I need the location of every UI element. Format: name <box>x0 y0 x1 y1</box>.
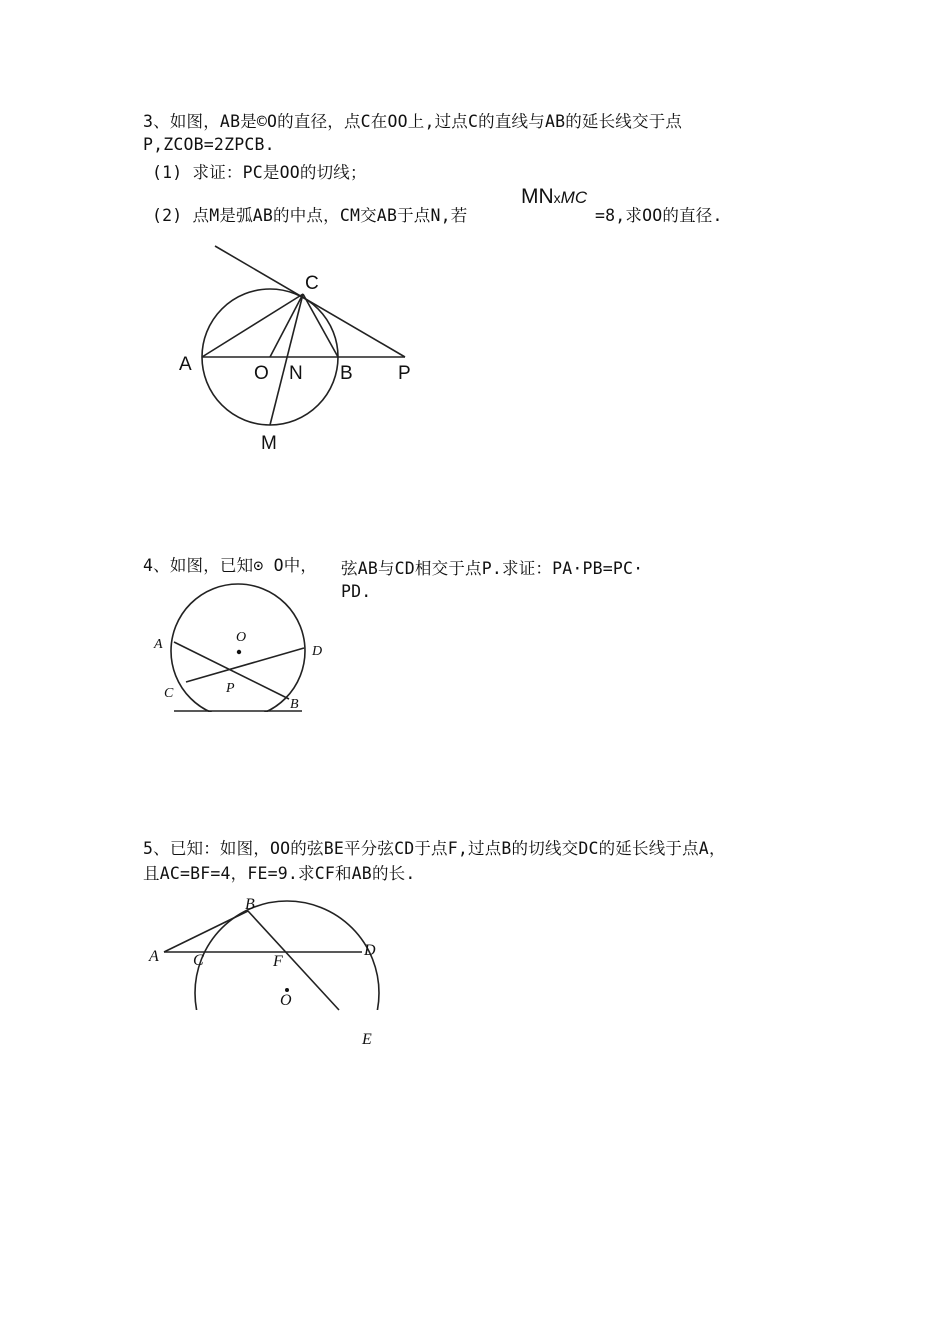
q3-fraction-x: x <box>553 190 561 206</box>
q4-label-o: O <box>236 630 247 645</box>
q5-label-a: A <box>149 948 159 965</box>
q3-label-m: M <box>261 433 277 454</box>
q5-stem-line2: 且AC=BF=4，FE=9.求CF和AB的长. <box>143 864 416 883</box>
q4-label-d: D <box>312 644 323 659</box>
q4-label-a: A <box>154 637 163 652</box>
q5-label-e: E <box>362 1031 372 1048</box>
q4-stem-line2: PD. <box>341 582 372 601</box>
q5-label-b: B <box>245 896 255 913</box>
q5-stem-line1: 5、已知：如图，OO的弦BE平分弦CD于点F,过点B的切线交DC的延长线于点A， <box>143 839 726 858</box>
q4-stem-start: 4、如图，已知⊙ O中， <box>143 556 318 575</box>
q5-label-c: C <box>193 952 204 969</box>
q3-label-p: P <box>398 363 411 384</box>
q5-tangent-ab <box>164 911 248 952</box>
q5-label-f: F <box>273 953 283 970</box>
q3-stem-line2: P,ZCOB=2ZPCB. <box>143 135 275 154</box>
q3-fraction-mc: MC <box>560 188 588 207</box>
q3-part1: (1) 求证：PC是OO的切线； <box>152 163 367 182</box>
q5-label-d: D <box>364 942 376 959</box>
q3-part2-end: =8,求OO的直径. <box>595 206 723 225</box>
q5-label-o: O <box>280 992 292 1009</box>
q4-stem-line1: 弦AB与CD相交于点P.求证：PA·PB=PC· <box>341 559 644 578</box>
q3-fraction-mn: MN <box>521 185 554 208</box>
q3-label-n: N <box>289 363 303 384</box>
q3-label-c: C <box>305 273 319 294</box>
q4-label-c: C <box>164 686 174 701</box>
q3-part2-text: (2) 点M是弧AB的中点，CM交AB于点N,若 <box>152 206 468 225</box>
q5-chord-be <box>248 911 339 1010</box>
q3-label-b: B <box>340 363 353 384</box>
q3-stem-line1: 3、如图，AB是©O的直径，点C在OO上,过点C的直线与AB的延长线交于点 <box>143 112 683 131</box>
q4-label-b: B <box>290 697 299 712</box>
q3-label-a: A <box>179 354 192 375</box>
q3-label-o: O <box>254 363 269 384</box>
q4-label-p: P <box>226 681 235 696</box>
